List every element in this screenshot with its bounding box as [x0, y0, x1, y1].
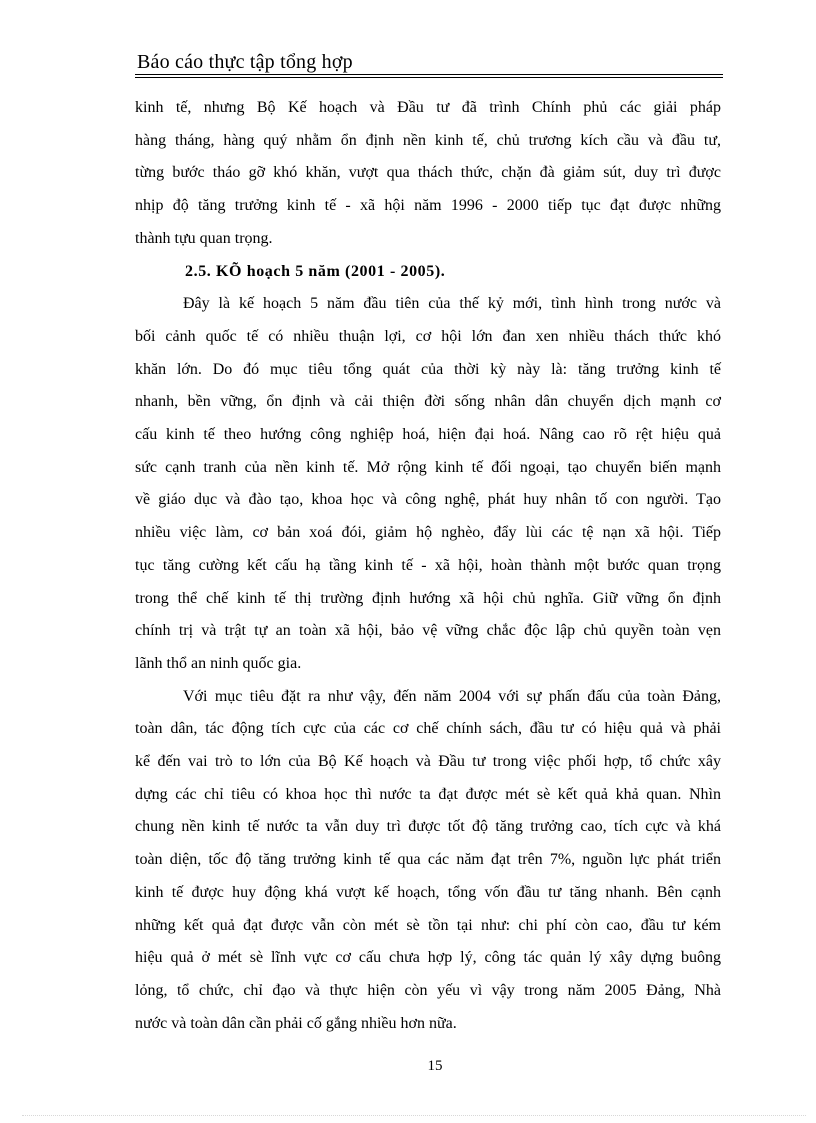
- text-line: dựng các chỉ tiêu có khoa học thì nước ta đạt được mét sè kết quả khả quan. Nhìn: [135, 785, 721, 803]
- page-header: [135, 50, 723, 78]
- text-line: cấu kinh tế theo hướng công nghiệp hoá, hiện đại hoá. Nâng cao rõ rệt hiệu quả: [135, 426, 721, 444]
- section-heading: 2.5. KÕ hoạch 5 năm (2001 - 2005).: [185, 262, 446, 280]
- text-line: về giáo dục và đào tạo, khoa học và công nghệ, phát huy nhân tố con người. Tạo: [135, 491, 721, 509]
- text-line: kể đến vai trò to lớn của Bộ Kế hoạch và Đầu tư trong việc phối hợp, tổ chức xây: [135, 753, 721, 771]
- text-line: những kết quả đạt được vẫn còn mét sè tồn tại như: chi phí còn cao, đầu tư kém: [135, 916, 721, 934]
- text-line: nước và toàn dân cần phải cố gắng nhiều hơn nữa.: [135, 1014, 457, 1032]
- paragraph-plan-objectives: [135, 288, 721, 680]
- text-line: nhanh, bền vững, ổn định và cải thiện đời sống nhân dân chuyển dịch mạnh cơ: [135, 393, 721, 411]
- text-line: trong thể chế kinh tế thị trường định hướng xã hội chủ nghĩa. Giữ vững ổn định: [135, 589, 721, 607]
- page-number: 15: [427, 1058, 443, 1074]
- text-line: thành tựu quan trọng.: [135, 229, 273, 247]
- text-line: chung nền kinh tế nước ta vẫn duy trì được tốt độ tăng trưởng cao, tích cực và khá: [135, 818, 721, 836]
- text-line: bối cảnh quốc tế có nhiều thuận lợi, cơ hội lớn đan xen nhiều thách thức khó: [135, 327, 721, 345]
- text-line: từng bước tháo gỡ khó khăn, vượt qua thách thức, chặn đà giảm sút, duy trì được: [135, 164, 721, 182]
- text-line: Với mục tiêu đặt ra như vậy, đến năm 2004 với sự phấn đấu của toàn Đảng,: [183, 687, 721, 705]
- text-line: nhịp độ tăng trưởng kinh tế - xã hội năm 1996 - 2000 tiếp tục đạt được những: [135, 197, 721, 215]
- text-line: hàng tháng, hàng quý nhằm ổn định nền kinh tế, chủ trương kích cầu và đầu tư,: [135, 131, 721, 149]
- text-line: Đây là kế hoạch 5 năm đầu tiên của thế kỷ mới, tình hình trong nước và: [183, 295, 721, 313]
- paragraph-continuation: [135, 92, 721, 256]
- text-line: chính trị và trật tự an toàn xã hội, bảo vệ vững chắc độc lập chủ quyền toàn vẹn: [135, 622, 721, 640]
- header-rule-bottom: [135, 77, 723, 78]
- text-line: kinh tế được huy động khá vượt kế hoạch, tổng vốn đầu tư tăng nhanh. Bên cạnh: [135, 883, 721, 901]
- text-line: toàn dân, tác động tích cực của các cơ chế chính sách, đầu tư có hiệu quả và phải: [135, 720, 721, 738]
- text-line: tục tăng cường kết cấu hạ tầng kinh tế - xã hội, hoàn thành một bước quan trọng: [135, 556, 721, 574]
- page-bottom-divider: [22, 1115, 806, 1116]
- header-rule-top: [135, 74, 723, 75]
- text-line: kinh tế, nhưng Bộ Kế hoạch và Đầu tư đã trình Chính phủ các giải pháp: [135, 99, 721, 116]
- text-line: lãnh thổ an ninh quốc gia.: [135, 654, 302, 672]
- paragraph-results: [135, 681, 721, 1041]
- text-line: lỏng, tổ chức, chỉ đạo và thực hiện còn yếu vì vậy trong năm 2005 Đảng, Nhà: [135, 981, 721, 999]
- text-line: nhiều việc làm, cơ bản xoá đói, giảm hộ nghèo, đẩy lùi các tệ nạn xã hội. Tiếp: [135, 524, 721, 542]
- text-line: hiệu quả ở mét sè lĩnh vực cơ cấu chưa hợp lý, công tác quản lý xây dựng buông: [135, 949, 721, 967]
- header-title: Báo cáo thực tập tổng hợp: [137, 51, 353, 73]
- document-body: [135, 92, 721, 1040]
- text-line: khăn lớn. Do đó mục tiêu tổng quát của thời kỳ này là: tăng trưởng kinh tế: [135, 360, 721, 378]
- text-line: sức cạnh tranh của nền kinh tế. Mở rộng kinh tế đối ngoại, tạo chuyển biến mạnh: [135, 458, 721, 476]
- text-line: toàn diện, tốc độ tăng trưởng kinh tế qua các năm đạt trên 7%, nguồn lực phát triển: [135, 851, 721, 869]
